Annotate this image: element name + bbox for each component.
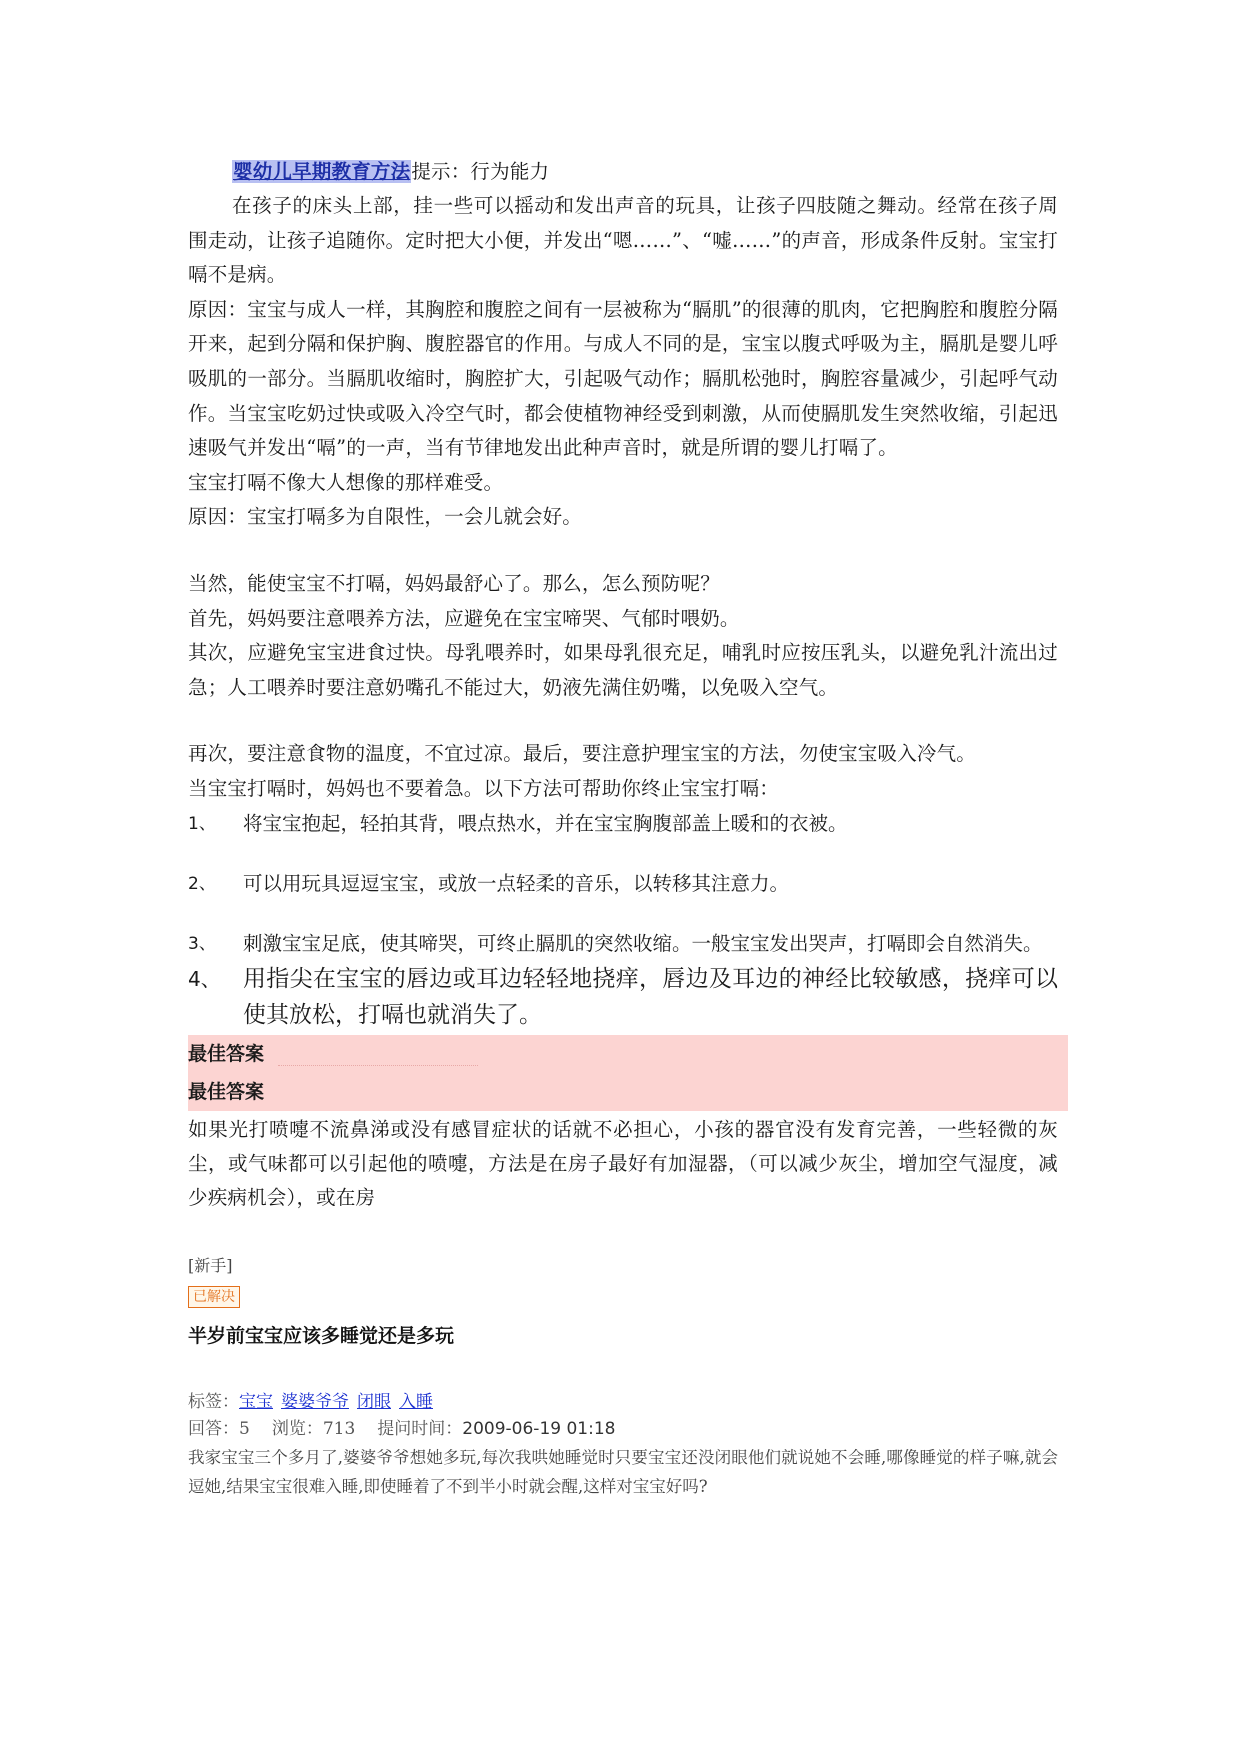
tag-link[interactable]: 婆婆爷爷	[281, 1391, 349, 1412]
question-time: 2009-06-19 01:18	[462, 1418, 616, 1439]
spacer	[188, 535, 1058, 567]
paragraph: 其次，应避免宝宝进食过快。母乳喂养时，如果母乳很充足，哺乳时应按压乳头，以避免乳汁流出过急；人工喂养时要注意奶嘴孔不能过大，奶液先满住奶嘴，以免吸入空气。	[188, 641, 1058, 699]
user-level: [新手]	[188, 1255, 233, 1275]
method-text: 将宝宝抱起，轻拍其背，喂点热水，并在宝宝胸腹部盖上暖和的衣被。	[243, 811, 848, 835]
divider	[278, 1065, 478, 1066]
question-title[interactable]: 半岁前宝宝应该多睡觉还是多玩	[188, 1324, 455, 1347]
view-count: 浏览：713	[271, 1418, 356, 1439]
question-meta	[188, 1415, 1058, 1443]
best-answer-label: 最佳答案	[188, 1080, 265, 1103]
spacer	[188, 705, 1058, 737]
tags-label: 标签：	[188, 1391, 239, 1412]
method-item	[188, 807, 1058, 841]
best-answer-box	[188, 1035, 1068, 1111]
article-title-suffix: 提示：行为能力	[411, 160, 550, 183]
method-item	[188, 961, 1058, 1033]
method-item	[188, 927, 1058, 961]
paragraph: 在孩子的床头上部，挂一些可以摇动和发出声音的玩具，让孩子四肢随之舞动。经常在孩子周围走动，让孩子追随你。定时把大小便，并发出“嗯……”、“嘘……”的声音，形成条件反射。宝宝打嗝不是病。	[188, 194, 1058, 287]
answer-count: 回答：5	[188, 1418, 250, 1439]
method-text: 刺激宝宝足底，使其啼哭，可终止膈肌的突然收缩。一般宝宝发出哭声，打嗝即会自然消失。	[243, 931, 1043, 955]
paragraph: 当宝宝打嗝时，妈妈也不要着急。以下方法可帮助你终止宝宝打嗝：	[188, 776, 780, 800]
method-number: 1、	[188, 813, 216, 834]
method-item	[188, 867, 1058, 901]
best-answer-text: 如果光打喷嚏不流鼻涕或没有感冒症状的话就不必担心，小孩的器官没有发育完善，一些轻微的灰尘，或气味都可以引起他的喷嚏，方法是在房子最好有加湿器，（可以减少灰尘，增加空气湿度，减少疾病机会），或在房	[188, 1117, 1058, 1209]
time-label: 提问时间：	[377, 1418, 463, 1439]
article-title-link[interactable]: 婴幼儿早期教育方法	[233, 160, 411, 183]
paragraph: 当然，能使宝宝不打嗝，妈妈最舒心了。那么，怎么预防呢？	[188, 571, 720, 595]
method-number: 3、	[188, 933, 216, 954]
method-number: 2、	[188, 873, 216, 894]
paragraph: 原因：宝宝打嗝多为自限性，一会儿就会好。	[188, 505, 583, 529]
tag-link[interactable]: 入睡	[399, 1391, 433, 1412]
method-text: 用指尖在宝宝的唇边或耳边轻轻地挠痒，唇边及耳边的神经比较敏感，挠痒可以使其放松，打嗝也就消失了。	[243, 965, 1058, 1028]
question-body: 我家宝宝三个多月了,婆婆爷爷想她多玩,每次我哄她睡觉时只要宝宝还没闭眼他们就说她不会睡,哪像睡觉的样子嘛,就会逗她,结果宝宝很难入睡,即使睡着了不到半小时就会醒,这样对宝宝好吗?	[188, 1447, 1058, 1496]
best-answer-label: 最佳答案	[188, 1042, 265, 1065]
paragraph: 首先，妈妈要注意喂养方法，应避免在宝宝啼哭、气郁时喂奶。	[188, 606, 740, 630]
best-answer-heading	[188, 1073, 1068, 1111]
document-content	[188, 155, 1058, 1501]
paragraph: 宝宝打嗝不像大人想像的那样难受。	[188, 470, 504, 494]
paragraph: 原因：宝宝与成人一样，其胸腔和腹腔之间有一层被称为“膈肌”的很薄的肌肉，它把胸腔和腹腔分隔开来，起到分隔和保护胸、腹腔器官的作用。与成人不同的是，宝宝以腹式呼吸为主，膈肌是婴儿呼吸肌的一部分。当膈肌收缩时，胸腔扩大，引起吸气动作；膈肌松弛时，胸腔容量减少，引起呼气动作。当宝宝吃奶过快或吸入冷空气时，都会使植物神经受到刺激，从而使膈肌发生突然收缩，引起迅速吸气并发出“嗝”的一声，当有节律地发出此种声音时，就是所谓的婴儿打嗝了。	[188, 297, 1058, 460]
article-title-line	[188, 155, 1058, 189]
paragraph: 再次，要注意食物的温度，不宜过凉。最后，要注意护理宝宝的方法，勿使宝宝吸入冷气。	[188, 742, 977, 766]
tag-link[interactable]: 宝宝	[239, 1391, 273, 1412]
solved-badge: 已解决	[188, 1286, 240, 1308]
best-answer-heading	[188, 1035, 1068, 1073]
tag-list	[188, 1389, 1058, 1415]
spacer	[188, 901, 1058, 927]
method-text: 可以用玩具逗逗宝宝，或放一点轻柔的音乐，以转移其注意力。	[243, 871, 790, 895]
tag-link[interactable]: 闭眼	[357, 1391, 391, 1412]
method-number: 4、	[188, 966, 221, 991]
spacer	[188, 841, 1058, 867]
